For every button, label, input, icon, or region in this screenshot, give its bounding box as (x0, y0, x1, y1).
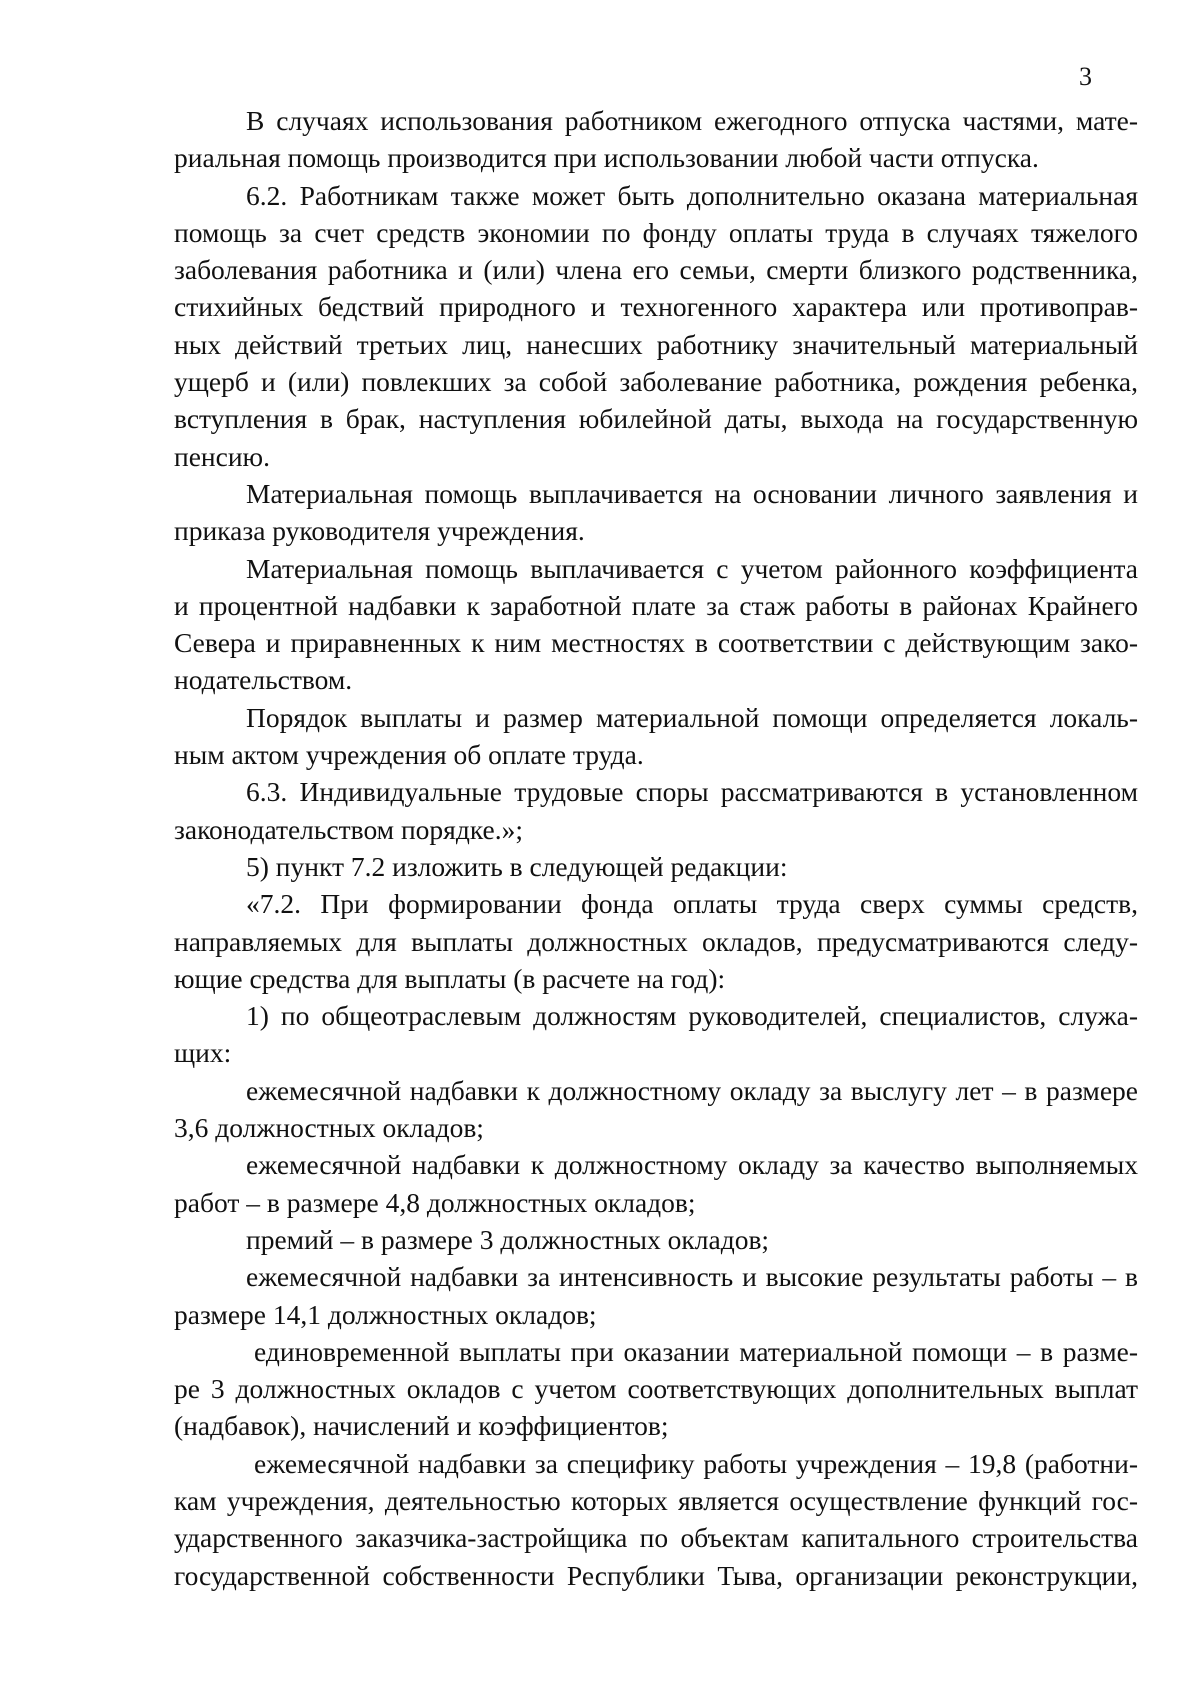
text-line: нодательством. (174, 664, 353, 696)
text-line: ущерб и (или) повлекших за собой заболевание работника, рождения ребенка, (174, 366, 1138, 398)
text-line: ным актом учреждения об оплате труда. (174, 739, 644, 771)
page-number: 3 (1079, 62, 1092, 91)
text-line: ежемесячной надбавки к должностному окладу за выслугу лет – в размере (246, 1074, 1138, 1106)
text-line: ударственного заказчика-застройщика по объектам капитального строительства (174, 1522, 1138, 1554)
text-line: щих: (174, 1037, 232, 1069)
text-line: вступления в брак, наступления юбилейной даты, выхода на государственную (174, 403, 1138, 435)
text-line: (надбавок), начислений и коэффициентов; (174, 1410, 669, 1442)
text-line: законодательством порядке.»; (174, 813, 523, 845)
text-line: работ – в размере 4,8 должностных окладов; (174, 1186, 696, 1218)
text-line: ежемесячной надбавки за интенсивность и высокие результаты работы – в (246, 1261, 1138, 1293)
text-line: помощь за счет средств экономии по фонду оплаты труда в случаях тяжелого (174, 216, 1138, 248)
text-line: размере 14,1 должностных окладов; (174, 1298, 597, 1330)
text-line: стихийных бедствий природного и техногенного характера или противоправ- (174, 291, 1138, 323)
text-line: и процентной надбавки к заработной плате за стаж работы в районах Крайнего (174, 589, 1138, 621)
text-line: премий – в размере 3 должностных окладов; (246, 1223, 770, 1255)
text-line: Материальная помощь выплачивается с учетом районного коэффициента (246, 552, 1138, 584)
text-line: ежемесячной надбавки за специфику работы учреждения – 19,8 (работни- (254, 1447, 1138, 1479)
text-line: 6.3. Индивидуальные трудовые споры рассматриваются в установленном (246, 776, 1138, 808)
document-body (174, 102, 1138, 1594)
text-line: 5) пункт 7.2 изложить в следующей редакции: (246, 850, 788, 882)
text-line: риальная помощь производится при использовании любой части отпуска. (174, 142, 1039, 174)
text-line: 6.2. Работникам также может быть дополнительно оказана материальная (246, 179, 1138, 211)
text-line: ющие средства для выплаты (в расчете на год): (174, 962, 726, 994)
text-line: Севера и приравненных к ним местностях в соответствии с действующим зако- (174, 627, 1138, 659)
text-line: кам учреждения, деятельностью которых является осуществление функций гос- (174, 1484, 1138, 1516)
text-line: приказа руководителя учреждения. (174, 515, 585, 547)
text-line: ре 3 должностных окладов с учетом соответствующих дополнительных выплат (174, 1373, 1138, 1405)
text-line: направляемых для выплаты должностных окладов, предусматриваются следу- (174, 925, 1138, 957)
text-line: «7.2. При формировании фонда оплаты труда сверх суммы средств, (246, 888, 1138, 920)
text-line: Материальная помощь выплачивается на основании личного заявления и (246, 477, 1138, 509)
text-line: государственной собственности Республики Тыва, организации реконструкции, (174, 1559, 1138, 1591)
text-line: заболевания работника и (или) члена его семьи, смерти близкого родственника, (174, 254, 1138, 286)
text-line: ных действий третьих лиц, нанесших работнику значительный материальный (174, 328, 1138, 360)
text-line: ежемесячной надбавки к должностному окладу за качество выполняемых (246, 1149, 1138, 1181)
text-line: 1) по общеотраслевым должностям руководителей, специалистов, служа- (246, 1000, 1138, 1032)
text-line: Порядок выплаты и размер материальной помощи определяется локаль- (246, 701, 1138, 733)
text-line: пенсию. (174, 440, 270, 472)
text-line: единовременной выплаты при оказании материальной помощи – в разме- (254, 1335, 1138, 1367)
text-line: В случаях использования работником ежегодного отпуска частями, мате- (246, 105, 1138, 136)
text-line: 3,6 должностных окладов; (174, 1112, 484, 1144)
